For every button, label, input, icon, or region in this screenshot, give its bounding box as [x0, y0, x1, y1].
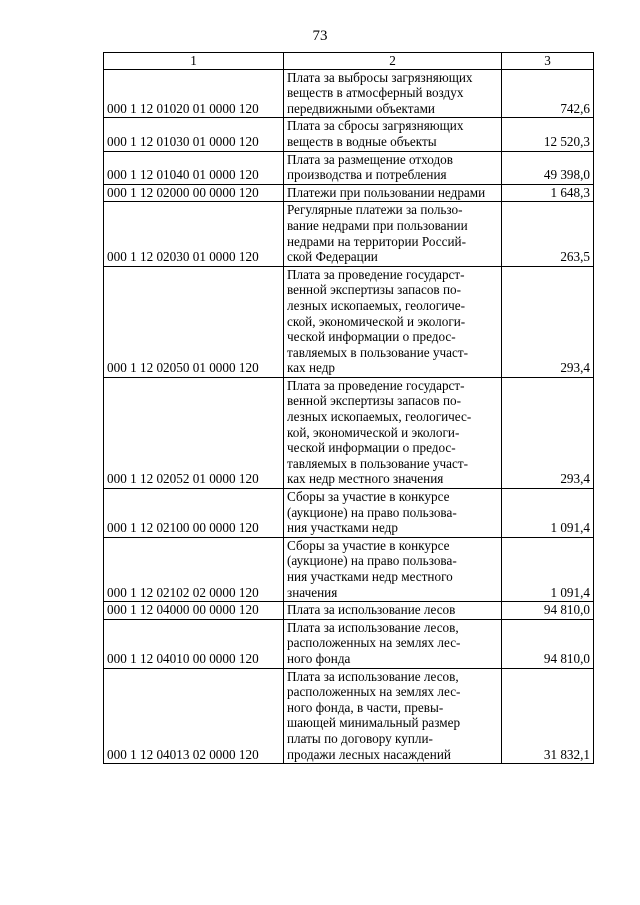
description-line: Плата за сбросы загрязняющих — [287, 118, 464, 134]
description-line: лезных ископаемых, геологичес- — [287, 409, 472, 425]
amount-cell: 293,4 — [502, 377, 594, 488]
budget-code-cell: 000 1 12 02052 01 0000 120 — [104, 377, 284, 488]
budget-code-cell: 000 1 12 04000 00 0000 120 — [104, 602, 284, 620]
description-line: Сборы за участие в конкурсе — [287, 489, 450, 505]
description-cell — [284, 202, 502, 266]
description-line: Регулярные платежи за пользо- — [287, 202, 463, 218]
amount-cell: 1 091,4 — [502, 537, 594, 601]
budget-code-cell: 000 1 12 01020 01 0000 120 — [104, 69, 284, 118]
table-row — [104, 377, 594, 488]
description-line: производства и потребления — [287, 167, 447, 183]
description-line: платы по договору купли- — [287, 730, 433, 746]
table-row — [104, 151, 594, 184]
table-row — [104, 69, 594, 118]
description-line: Плата за проведение государст- — [287, 266, 465, 282]
description-line: передвижными объектами — [287, 100, 435, 116]
description-line: недрами на территории Россий- — [287, 233, 466, 249]
page-number: 73 — [312, 28, 328, 44]
table-row — [104, 602, 594, 620]
description-line: кой, экономической и экологи- — [287, 424, 460, 440]
description-line: ния участками недр местного — [287, 569, 453, 584]
description-line: веществ в водные объекты — [287, 133, 437, 149]
description-line: лезных ископаемых, геологиче- — [287, 297, 466, 313]
description-cell — [284, 602, 502, 620]
table-row — [104, 266, 594, 377]
description-line: тавляемых в пользование участ- — [287, 455, 469, 471]
amount-cell: 1 091,4 — [502, 489, 594, 538]
description-cell — [284, 69, 502, 118]
budget-code-cell: 000 1 12 01040 01 0000 120 — [104, 151, 284, 184]
description-line: венной экспертизы запасов по- — [287, 282, 461, 298]
description-line: ках недр — [287, 360, 335, 376]
table-row — [104, 619, 594, 668]
description-line: ческой информации о предос- — [287, 329, 456, 345]
table-body — [104, 69, 594, 764]
description-line: Плата за размещение отходов — [287, 151, 454, 167]
amount-cell: 293,4 — [502, 266, 594, 377]
column-header-amount: 3 — [502, 53, 594, 70]
budget-code-cell: 000 1 12 04010 00 0000 120 — [104, 619, 284, 668]
table-row — [104, 184, 594, 202]
description-cell — [284, 489, 502, 538]
table-row — [104, 202, 594, 266]
description-line: веществ в атмосферный воздух — [287, 85, 464, 101]
description-cell — [284, 151, 502, 184]
description-line: ках недр местного значения — [287, 471, 444, 487]
description-line: расположенных на землях лес- — [287, 635, 461, 651]
budget-code-cell: 000 1 12 02030 01 0000 120 — [104, 202, 284, 266]
description-line: Плата за использование лесов — [287, 602, 456, 618]
description-cell — [284, 377, 502, 488]
description-line: продажи лесных насаждений — [287, 746, 451, 762]
description-line: Плата за использование лесов, — [287, 668, 459, 684]
amount-cell: 49 398,0 — [502, 151, 594, 184]
description-line: венной экспертизы запасов по- — [287, 393, 461, 409]
description-cell — [284, 537, 502, 601]
description-cell — [284, 184, 502, 202]
table-row — [104, 537, 594, 601]
description-cell — [284, 118, 502, 151]
column-header-name: 2 — [284, 53, 502, 70]
description-line: ного фонда, в части, превы- — [287, 699, 444, 715]
budget-code-cell: 000 1 12 02000 00 0000 120 — [104, 184, 284, 202]
table-row — [104, 668, 594, 764]
budget-code-cell: 000 1 12 02050 01 0000 120 — [104, 266, 284, 377]
description-line: Платежи при пользовании недрами — [287, 184, 486, 200]
description-line: ской Федерации — [287, 249, 378, 265]
budget-code-cell: 000 1 12 01030 01 0000 120 — [104, 118, 284, 151]
amount-cell: 94 810,0 — [502, 602, 594, 620]
description-line: вание недрами при пользовании — [287, 217, 468, 233]
description-line: (аукционе) на право пользова- — [287, 553, 457, 569]
description-line: Плата за выбросы загрязняющих — [287, 69, 473, 85]
description-line: ния участками недр — [287, 520, 398, 536]
description-line: шающей минимальный размер — [287, 715, 461, 731]
column-header-code: 1 — [104, 53, 284, 70]
description-cell — [284, 619, 502, 668]
table-row — [104, 118, 594, 151]
description-cell — [284, 266, 502, 377]
amount-cell: 31 832,1 — [502, 668, 594, 764]
budget-code-cell: 000 1 12 02102 02 0000 120 — [104, 537, 284, 601]
description-line: (аукционе) на право пользова- — [287, 504, 457, 520]
amount-cell: 742,6 — [502, 69, 594, 118]
budget-code-cell: 000 1 12 04013 02 0000 120 — [104, 668, 284, 764]
description-line: ческой информации о предос- — [287, 440, 456, 456]
description-cell — [284, 668, 502, 764]
description-line: Плата за проведение государст- — [287, 377, 465, 393]
budget-table — [103, 52, 594, 764]
budget-code-cell: 000 1 12 02100 00 0000 120 — [104, 489, 284, 538]
amount-cell: 94 810,0 — [502, 619, 594, 668]
table-header-row — [104, 53, 594, 70]
description-line: ской, экономической и экологи- — [287, 313, 466, 329]
amount-cell: 12 520,3 — [502, 118, 594, 151]
amount-cell: 1 648,3 — [502, 184, 594, 202]
amount-cell: 263,5 — [502, 202, 594, 266]
description-line: Плата за использование лесов, — [287, 619, 459, 635]
description-line: Сборы за участие в конкурсе — [287, 537, 450, 553]
description-line: значения — [287, 584, 338, 600]
description-line: тавляемых в пользование участ- — [287, 344, 469, 360]
table-row — [104, 489, 594, 538]
description-line: расположенных на землях лес- — [287, 684, 461, 700]
description-line: ного фонда — [287, 650, 351, 666]
